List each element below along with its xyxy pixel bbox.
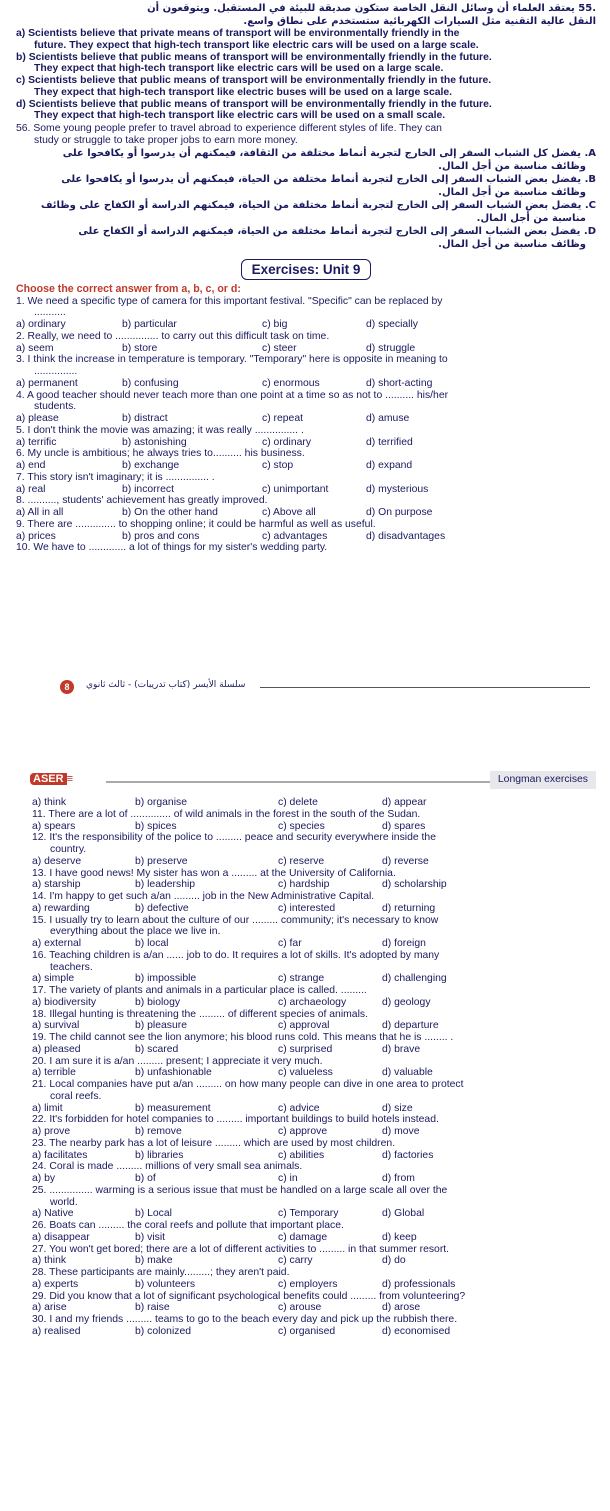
q56-option[interactable]: A. يفضل كل الشباب السفر إلى الخارج لتجربة أنماط مختلفة من الثقافة، فيمكنهم أن يدرسوا أو يكافحوا على [62, 147, 596, 159]
q55-option-cont: They expect that high-tech transport like electric buses will be used on a large scale. [34, 86, 453, 98]
options-row [32, 1150, 596, 1162]
question-stem-cont: coral reefs. [50, 1090, 102, 1102]
answer-option[interactable]: d) factories [382, 1149, 434, 1161]
question-stem: 7. This story isn't imaginary; it is ............... . [16, 471, 215, 483]
longman-exercises-tag: Longman exercises [490, 771, 596, 789]
question-stem: 17. The variety of plants and animals in a particular place is called. ......... [32, 985, 367, 996]
answer-option[interactable]: c) ordinary [262, 436, 312, 448]
question-stem: 10. We have to ............. a lot of things for my sister's wedding party. [16, 542, 328, 554]
answer-option[interactable]: a) think [32, 1255, 67, 1267]
question-stem-cont: ........... [34, 307, 66, 319]
answer-option[interactable]: a) rewarding [32, 902, 90, 914]
answer-option[interactable]: c) repeat [262, 413, 304, 425]
answer-option[interactable]: d) professionals [382, 1278, 456, 1290]
answer-option[interactable]: d) economised [382, 1325, 451, 1337]
q55-arabic-prompt [16, 2, 596, 28]
answer-option[interactable]: b) local [135, 938, 169, 949]
options-row [16, 484, 596, 496]
answer-option[interactable]: b) impossible [135, 973, 197, 985]
answer-option[interactable]: b) preserve [135, 855, 188, 867]
answer-option[interactable]: b) defective [135, 902, 189, 914]
question-stem: 18. Illegal hunting is threatening the ......... of different species of animals. [32, 1008, 368, 1020]
q55-option[interactable]: b) Scientists believe that public means of transport will be environmentally friendly in the future. [16, 51, 492, 63]
options-row [32, 1326, 596, 1338]
question-stem: 24. Coral is made ......... millions of very small sea animals. [32, 1161, 303, 1173]
q55-option[interactable]: c) Scientists believe that public means of transport will be environmentally friendly in the future. [16, 75, 492, 86]
options-row [16, 343, 596, 355]
q55-option-cont: They expect that high-tech transport like electric cars will be used on a small scale. [34, 110, 446, 122]
answer-option[interactable]: b) On the other hand [122, 507, 218, 519]
question-stem: 23. The nearby park has a lot of leisure ......... which are used by most children. [32, 1137, 396, 1149]
question-stem: 25. ............... warming is a serious issue that must be handled on a large scale all over the [32, 1184, 448, 1196]
answer-option[interactable]: b) Local [135, 1208, 172, 1220]
answer-option[interactable]: a) disappear [32, 1231, 90, 1243]
answer-option[interactable]: a) survival [32, 1020, 80, 1032]
question-stem-cont: everything about the place we live in. [50, 926, 221, 938]
answer-option[interactable]: b) scared [135, 1043, 179, 1055]
answer-option[interactable]: c) advice [278, 1102, 320, 1114]
answer-option[interactable]: d) move [382, 1126, 420, 1137]
q56-stem-cont: study or struggle to take proper jobs to earn more money. [34, 134, 298, 146]
q56-option-cont: وظائف مناسبة من أجل المال. [438, 238, 586, 250]
q56-option-cont: وظائف مناسبة من أجل المال. [438, 186, 586, 198]
answer-option[interactable]: c) enormous [262, 377, 320, 389]
q56-block [16, 123, 596, 251]
options-row [32, 997, 596, 1009]
answer-option[interactable]: a) experts [32, 1278, 79, 1290]
answer-option[interactable]: b) particular [122, 319, 177, 331]
answer-option[interactable]: a) biodiversity [32, 996, 97, 1008]
answer-option[interactable]: b) store [122, 342, 158, 354]
q55-option[interactable]: a) Scientists believe that private means of transport will be environmentally friendly in the [16, 28, 460, 39]
q56-option[interactable]: D. يفضل بعض الشباب السفر إلى الخارج لتجربة أنماط مختلفة من الحياة، فيمكنهم الدراسة أو الكفاح على [78, 225, 596, 237]
q56-option-cont: وظائف مناسبة من أجل المال. [438, 160, 586, 172]
question-stem: 14. I'm happy to get such a/an ......... job in the New Administrative Capital. [32, 891, 375, 902]
answer-option[interactable]: d) appear [382, 797, 427, 808]
question-stem: 21. Local companies have put a/an ......... on how many people can dive in one area to protect [32, 1079, 464, 1090]
answer-option[interactable]: d) challenging [382, 973, 447, 985]
options-row [32, 1255, 596, 1267]
answer-option[interactable]: c) reserve [278, 855, 325, 867]
options-row [32, 1208, 596, 1220]
answer-option[interactable]: c) approve [278, 1126, 328, 1137]
answer-option[interactable]: c) surprised [278, 1043, 333, 1055]
answer-option[interactable]: c) hardship [278, 879, 330, 891]
options-row [16, 413, 596, 425]
answer-option[interactable]: d) On purpose [366, 507, 433, 519]
question-stem: 28. These participants are mainly.........; they aren't paid. [32, 1267, 290, 1278]
answer-option[interactable]: a) terrible [32, 1067, 76, 1079]
q55-options [16, 28, 596, 122]
answer-option[interactable]: b) visit [135, 1231, 166, 1243]
options-row [32, 938, 596, 950]
question-stem: 5. I don't think the movie was amazing; it was really ............... . [16, 424, 304, 436]
answer-option[interactable]: d) do [382, 1255, 406, 1267]
answer-option[interactable]: d) reverse [382, 855, 429, 867]
question-stem-cont: students. [34, 401, 77, 413]
page-header [30, 771, 596, 793]
page1-questions [16, 296, 596, 555]
answer-option[interactable]: b) biology [135, 996, 181, 1008]
answer-option[interactable]: a) deserve [32, 855, 82, 867]
answer-option[interactable]: a) please [16, 413, 59, 425]
answer-option[interactable]: a) prices [16, 530, 56, 542]
answer-option[interactable]: a) simple [32, 973, 75, 985]
answer-option[interactable]: a) seem [16, 342, 54, 354]
options-row [16, 507, 596, 519]
options-row [32, 1020, 596, 1032]
q55-arabic-line1: .55 يعتقد العلماء أن وسائل النقل الخاصة ستكون صديقة للبيئة في المستقبل. ويتوقعون أن [147, 3, 596, 14]
answer-option[interactable]: c) archaeology [278, 996, 347, 1008]
options-row [32, 856, 596, 868]
answer-option[interactable]: b) colonized [135, 1325, 192, 1337]
answer-option[interactable]: c) approval [278, 1020, 330, 1032]
answer-option[interactable]: d) struggle [366, 342, 416, 354]
answer-option[interactable]: b) of [135, 1173, 156, 1184]
answer-option[interactable]: d) mysterious [366, 483, 429, 495]
worksheet-page-1 [0, 0, 610, 715]
options-row [16, 460, 596, 472]
answer-option[interactable]: c) species [278, 820, 325, 832]
answer-option[interactable]: a) external [32, 938, 82, 949]
answer-option[interactable]: d) foreign [382, 938, 426, 949]
question-stem: 6. My uncle is ambitious; he always tries to.......... his business. [16, 448, 305, 460]
answer-option[interactable]: a) realised [32, 1325, 81, 1337]
options-row [16, 378, 596, 390]
answer-option[interactable]: b) make [135, 1255, 173, 1267]
answer-option[interactable]: b) leadership [135, 879, 196, 891]
answer-option[interactable]: c) stop [262, 460, 294, 472]
answer-option[interactable]: d) size [382, 1102, 413, 1114]
q56-option-cont: مناسبة من أجل المال. [476, 212, 586, 224]
page2-questions [32, 809, 596, 1338]
answer-option[interactable]: a) real [16, 483, 46, 495]
question-stem: 19. The child cannot see the lion anymore; his blood runs cold. This means that he is ........ . [32, 1032, 454, 1043]
question-stem: 3. I think the increase in temperature is temporary. "Temporary" here is opposite in meaning to [16, 354, 448, 366]
answer-option[interactable]: a) facilitates [32, 1149, 88, 1161]
question-stem-cont: teachers. [50, 961, 93, 973]
question-stem: 20. I am sure it is a/an ......... present; I appreciate it very much. [32, 1055, 323, 1067]
answer-option[interactable]: c) Temporary [278, 1208, 339, 1220]
question-stem: 15. I usually try to learn about the culture of our ......... community; it's necessary to know [32, 914, 439, 926]
answer-option[interactable]: a) end [16, 460, 46, 472]
answer-option[interactable]: c) abilities [278, 1149, 325, 1161]
answer-option[interactable]: c) steer [262, 342, 297, 354]
q56-stem: 56. Some young people prefer to travel abroad to experience different styles of life. They can [16, 123, 442, 134]
answer-option[interactable]: b) organise [135, 797, 187, 808]
answer-option[interactable]: a) prove [32, 1126, 71, 1137]
options-row [32, 973, 596, 985]
question-stem: 16. Teaching children is a/an ...... job to do. It requires a lot of skills. It's adopted by many [32, 949, 440, 961]
question-stem: 30. I and my friends ......... teams to go to the beach every day and pick up the rubbish there. [32, 1314, 458, 1325]
answer-option[interactable]: b) libraries [135, 1149, 184, 1161]
answer-option[interactable]: c) far [278, 938, 302, 949]
question-stem-cont: world. [50, 1196, 78, 1208]
question-stem: 8. .........., students' achievement has greatly improved. [16, 495, 268, 507]
answer-option[interactable]: d) amuse [366, 413, 410, 425]
answer-option[interactable]: a) by [32, 1173, 56, 1184]
answer-option[interactable]: d) from [382, 1173, 415, 1184]
answer-option[interactable]: a) All in all [16, 507, 64, 519]
options-row [32, 1173, 596, 1185]
q56-options [16, 147, 596, 251]
q56-option[interactable]: C. يفضل بعض الشباب السفر إلى الخارج لتجربة أنماط مختلفة من الحياة، فيمكنهم الدراسة أو الكفاح على وظائف [40, 199, 596, 211]
answer-option[interactable]: d) short-acting [366, 377, 433, 389]
q55-option[interactable]: d) Scientists believe that public means of transport will be environmentally friendly in the future. [16, 98, 492, 110]
answer-option[interactable]: b) unfashionable [135, 1067, 212, 1079]
answer-option[interactable]: d) arose [382, 1302, 421, 1314]
answer-option[interactable]: d) brave [382, 1043, 421, 1055]
question-stem: 22. It's forbidden for hotel companies to ......... important buildings to build hotels instead. [32, 1114, 439, 1126]
answer-option[interactable]: d) Global [382, 1208, 425, 1220]
question-stem-cont: ............... [34, 366, 78, 378]
unit-title: Exercises: Unit 9 [241, 259, 372, 280]
answer-option[interactable]: a) pleased [32, 1043, 81, 1055]
answer-option[interactable]: a) starship [32, 879, 81, 891]
answer-option[interactable]: b) spices [135, 820, 177, 832]
answer-option[interactable]: c) strange [278, 973, 325, 985]
question-stem-cont: country. [50, 844, 87, 855]
answer-option[interactable]: b) raise [135, 1302, 170, 1314]
answer-option[interactable]: c) big [262, 319, 288, 331]
question-stem: 11. There are a lot of .............. of wild animals in the forest in the south of the Sudan. [32, 808, 421, 820]
aser-logo-text: ASER [30, 773, 67, 785]
q56-option[interactable]: B. يفضل بعض الشباب السفر إلى الخارج لتجربة أنماط مختلفة من الحياة، فيمكنهم أن يدرسوا أو يكافحوا على [61, 173, 596, 185]
question-stem: 1. We need a specific type of camera for this important festival. "Specific" can be replaced by [16, 295, 443, 307]
options-row [32, 821, 596, 833]
answer-option[interactable]: b) remove [135, 1126, 182, 1137]
answer-option[interactable]: c) delete [278, 797, 318, 808]
answer-option[interactable]: b) distract [122, 413, 168, 425]
worksheet-page-2 [0, 765, 610, 1511]
answer-option[interactable]: a) spears [32, 820, 76, 832]
options-row [32, 1279, 596, 1291]
answer-option[interactable]: c) in [278, 1173, 298, 1184]
answer-option[interactable]: b) incorrect [122, 483, 174, 495]
answer-option[interactable]: a) ordinary [16, 319, 66, 331]
answer-option[interactable]: c) organised [278, 1325, 336, 1337]
answer-option[interactable]: a) think [32, 797, 67, 808]
answer-option[interactable]: c) interested [278, 902, 336, 914]
footer-series-text: سلسلة الأيسر (كتاب تدريبات) - ثالث ثانوي [86, 680, 246, 690]
options-row [32, 1126, 596, 1138]
answer-option[interactable]: c) arouse [278, 1302, 322, 1314]
answer-option[interactable]: d) departure [382, 1020, 439, 1032]
page-gap [0, 715, 610, 765]
answer-option[interactable]: c) employers [278, 1278, 338, 1290]
answer-option[interactable]: a) arise [32, 1302, 67, 1314]
q55-arabic-line2: النقل عالية التقنية مثل السيارات الكهربائية ستستخدم على نطاق واسع. [243, 16, 596, 27]
question-stem: 12. It's the responsibility of the police to ......... peace and security everywhere inside the [32, 832, 436, 844]
answer-option[interactable]: d) disadvantages [366, 530, 446, 542]
aser-logo-mark: ≡ [66, 773, 73, 785]
q55-option-cont: future. They expect that high-tech transport like electric cars will be used on a large scale. [34, 39, 479, 51]
question-stem: 4. A good teacher should never teach more than one point at a time so as not to .......... his/her [16, 389, 449, 401]
options-row [32, 1044, 596, 1056]
options-row [16, 437, 596, 449]
answer-option[interactable]: c) valueless [278, 1067, 333, 1079]
answer-option[interactable]: b) volunteers [135, 1278, 196, 1290]
options-row [32, 1232, 596, 1244]
answer-option[interactable]: d) geology [382, 996, 431, 1008]
answer-option[interactable]: b) pros and cons [122, 530, 200, 542]
q55-option-cont: They expect that high-tech transport like electric cars will be used on a large scale. [34, 63, 444, 75]
options-row [16, 319, 596, 331]
question-stem: 27. You won't get bored; there are a lot of different activities to ......... in that summer resort. [32, 1243, 450, 1255]
question-stem: 2. Really, we need to ............... to carry out this difficult task on time. [16, 330, 330, 342]
answer-option[interactable]: d) spares [382, 820, 426, 832]
answer-option[interactable]: a) permanent [16, 377, 78, 389]
answer-option[interactable]: c) carry [278, 1255, 313, 1267]
question-stem: 26. Boats can ......... the coral reefs and pollute that important place. [32, 1220, 344, 1231]
answer-option[interactable]: c) damage [278, 1231, 328, 1243]
answer-option[interactable]: d) scholarship [382, 879, 447, 891]
options-row [32, 903, 596, 915]
footer-divider [260, 687, 590, 688]
answer-option[interactable]: d) valuable [382, 1067, 433, 1079]
options-row [32, 1103, 596, 1115]
answer-option[interactable]: b) exchange [122, 460, 180, 472]
page-number-badge: 8 [60, 680, 74, 694]
options-row [32, 1302, 596, 1314]
options-row [32, 1067, 596, 1079]
q10-options [32, 797, 596, 809]
answer-option[interactable]: d) keep [382, 1231, 417, 1243]
question-stem: 13. I have good news! My sister has won a ......... at the University of California. [32, 867, 396, 879]
answer-option[interactable]: a) Native [32, 1208, 74, 1220]
answer-option[interactable]: b) pleasure [135, 1020, 187, 1032]
page-footer [60, 680, 590, 694]
answer-option[interactable]: d) returning [382, 902, 436, 914]
answer-option[interactable]: a) terrific [16, 436, 57, 448]
answer-option[interactable]: c) Above all [262, 507, 316, 519]
instruction: Choose the correct answer from a, b, c, or d: [16, 282, 241, 295]
answer-option[interactable]: a) limit [32, 1102, 63, 1114]
question-stem: 9. There are .............. to shopping online; it could be harmful as well as useful. [16, 518, 376, 530]
answer-option[interactable]: b) measurement [135, 1102, 211, 1114]
options-row [32, 879, 596, 891]
answer-option[interactable]: b) confusing [122, 377, 179, 389]
answer-option[interactable]: d) terrified [366, 436, 413, 448]
answer-option[interactable]: d) expand [366, 460, 413, 472]
answer-option[interactable]: c) unimportant [262, 483, 329, 495]
answer-option[interactable]: d) specially [366, 319, 418, 331]
options-row [16, 531, 596, 543]
aser-logo [30, 773, 73, 785]
answer-option[interactable]: c) advantages [262, 530, 328, 542]
unit-title-wrap [16, 259, 596, 280]
answer-option[interactable]: b) astonishing [122, 436, 187, 448]
question-stem: 29. Did you know that a lot of significant psychological benefits could ......... from volunteering? [32, 1290, 466, 1302]
